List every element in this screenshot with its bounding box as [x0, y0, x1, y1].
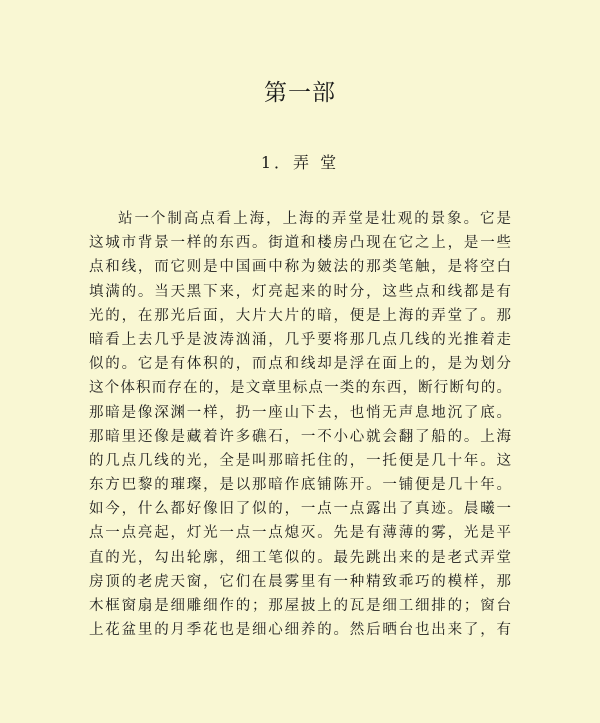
- text-line: 点和线，而它则是中国画中称为皴法的那类笔触，是将空白: [89, 259, 511, 276]
- text-line: 站一个制高点看上海，上海的弄堂是壮观的景象。它是: [118, 211, 511, 227]
- text-line: 那暗是像深渊一样，扔一座山下去，也悄无声息地沉了底。: [89, 404, 511, 421]
- chapter-title: 1．弄 堂: [260, 153, 340, 172]
- text-line: 如今，什么都好像旧了似的，一点一点露出了真迹。晨曦一: [89, 501, 511, 518]
- text-line: 那暗里还像是藏着许多礁石，一不小心就会翻了船的。上海: [89, 428, 511, 445]
- part-title: 第一部: [264, 80, 336, 106]
- text-line: 填满的。当天黑下来，灯亮起来的时分，这些点和线都是有: [89, 283, 511, 300]
- text-line: 的几点几线的光，全是叫那暗托住的，一托便是几十年。这: [89, 452, 511, 469]
- text-line: 东方巴黎的璀璨，是以那暗作底铺陈开。一铺便是几十年。: [89, 477, 511, 494]
- text-line: 上花盆里的月季花也是细心细养的。然后晒台也出来了，有: [89, 622, 511, 639]
- text-line: 这个体积而存在的，是文章里标点一类的东西，断行断句的。: [89, 380, 511, 397]
- text-line: 点一点亮起，灯光一点一点熄灭。先是有薄薄的雾，光是平: [89, 525, 511, 542]
- text-line: 直的光，勾出轮廓，细工笔似的。最先跳出来的是老式弄堂: [89, 549, 511, 566]
- text-line: 房顶的老虎天窗，它们在晨雾里有一种精致乖巧的模样，那: [89, 573, 511, 590]
- text-line: 木框窗扇是细雕细作的；那屋披上的瓦是细工细排的；窗台: [89, 598, 511, 614]
- body-paragraph: [89, 207, 511, 642]
- text-line: 这城市背景一样的东西。街道和楼房凸现在它之上，是一些: [89, 235, 511, 252]
- text-line: 似的。它是有体积的，而点和线却是浮在面上的，是为划分: [89, 356, 511, 373]
- text-line: 光的，在那光后面，大片大片的暗，便是上海的弄堂了。那: [89, 307, 511, 324]
- text-line: 暗看上去几乎是波涛汹涌，几乎要将那几点几线的光推着走: [89, 331, 511, 348]
